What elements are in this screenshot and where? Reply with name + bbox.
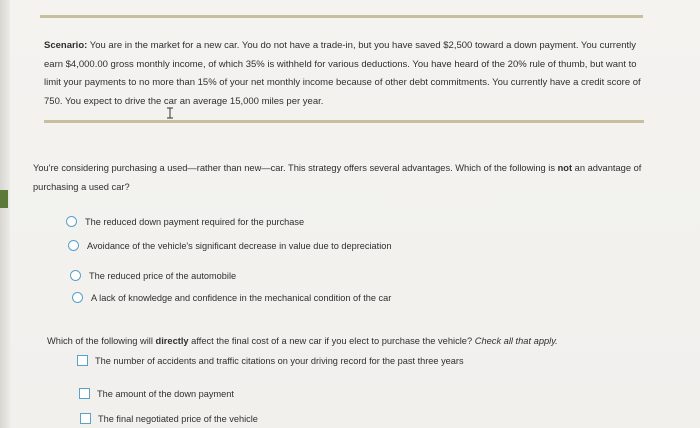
question1-option-4-label: A lack of knowledge and confidence in the mechanical condition of the car	[91, 292, 392, 303]
question1-option-4[interactable]	[72, 292, 391, 303]
question1-text-after: an advantage of purchasing a used car?	[33, 163, 642, 192]
question1-option-1-label: The reduced down payment required for the purchase	[85, 216, 305, 227]
question2-option-3-label: The final negotiated price of the vehicle	[98, 413, 258, 424]
top-divider	[40, 15, 643, 18]
question1-option-1[interactable]	[66, 216, 304, 227]
radio-button-icon[interactable]	[68, 240, 79, 251]
question1-emphasis: not	[557, 163, 573, 173]
radio-button-icon[interactable]	[66, 216, 77, 227]
question1-option-2-label: Avoidance of the vehicle's significant decrease in value due to depreciation	[87, 240, 392, 251]
text-cursor-icon	[166, 107, 174, 119]
question1-text-before: You're considering purchasing a used—rather than new—car. This strategy offers several advantages. Which of the following is	[33, 163, 558, 173]
checkbox-icon[interactable]	[80, 413, 91, 424]
question1-option-3-label: The reduced price of the automobile	[89, 270, 237, 281]
scenario-label: Scenario:	[44, 40, 88, 51]
question2-option-2[interactable]	[79, 388, 234, 399]
question2-prompt	[47, 336, 667, 346]
scenario-divider	[44, 120, 644, 123]
question1-option-3[interactable]	[70, 270, 236, 281]
question2-option-2-label: The amount of the down payment	[97, 388, 234, 399]
left-edge-strip	[0, 0, 10, 428]
question2-option-1[interactable]	[77, 355, 464, 366]
left-edge-marker	[0, 190, 8, 208]
question2-text-after: affect the final cost of a new car if you elect to purchase the vehicle?	[188, 336, 475, 346]
question1-prompt	[33, 159, 683, 197]
question2-instruction: Check all that apply.	[474, 336, 558, 346]
radio-button-icon[interactable]	[72, 292, 83, 303]
checkbox-icon[interactable]	[77, 355, 88, 366]
radio-button-icon[interactable]	[70, 270, 81, 281]
question2-text-before: Which of the following will	[47, 336, 156, 346]
question2-option-1-label: The number of accidents and traffic citations on your driving record for the past three years	[95, 355, 464, 366]
scenario-text	[44, 37, 644, 111]
scenario-body: You are in the market for a new car. You do not have a trade-in, but you have saved $2,500 toward a down payment. You currently earn $4,000.00 gross monthly income, of which 35% is withheld for various deductions. You have heard of the 20% rule of thumb, but want to limit your payments to no more than 15% of your net monthly income because of other debt commitments. You currently have a credit score of 750. You expect to drive the car an average 15,000 miles per year.	[44, 40, 641, 107]
question1-option-2[interactable]	[68, 240, 391, 251]
checkbox-icon[interactable]	[79, 388, 90, 399]
question2-emphasis: directly	[155, 336, 189, 346]
question2-option-3[interactable]	[80, 413, 258, 424]
